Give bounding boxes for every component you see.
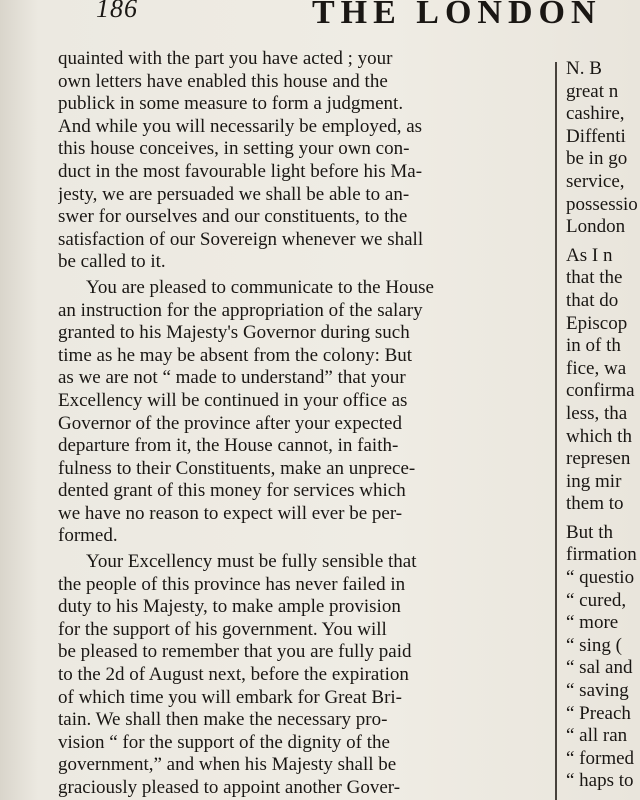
text-line: less, tha bbox=[566, 402, 628, 424]
text-line: formed. bbox=[58, 525, 118, 547]
text-line: be in go bbox=[566, 148, 628, 170]
text-line: as we are not “ made to understand” that your bbox=[58, 367, 406, 389]
text-line: “ Preach bbox=[566, 702, 631, 724]
text-line: graciously pleased to appoint another Gover- bbox=[58, 777, 401, 798]
text-line: firmation bbox=[566, 544, 637, 566]
text-line: great n bbox=[566, 80, 619, 102]
paragraph-2 bbox=[58, 277, 550, 548]
text-line: Diffenti bbox=[566, 125, 626, 147]
text-line: to the 2d of August next, before the expiration bbox=[58, 664, 409, 686]
text-line: the people of this province has never failed in bbox=[58, 573, 406, 595]
text-line: be called to it. bbox=[58, 251, 166, 273]
text-line: Excellency will be continued in your office as bbox=[58, 389, 408, 411]
text-line: publick in some measure to form a judgment. bbox=[58, 93, 404, 115]
text-line: fice, wa bbox=[566, 357, 627, 379]
text-line: service, bbox=[566, 170, 625, 192]
text-line: government,” and when his Majesty shall be bbox=[58, 754, 397, 776]
text-line: “ haps to bbox=[566, 770, 634, 792]
text-line: departure from it, the House cannot, in faith- bbox=[58, 435, 399, 457]
text-line: them to bbox=[566, 493, 624, 515]
text-line: in of th bbox=[566, 335, 621, 357]
text-line: confirma bbox=[566, 380, 635, 402]
text-line: “ sal and bbox=[566, 657, 633, 679]
text-line: Your Excellency must be fully sensible that bbox=[86, 551, 417, 573]
text-line: swer for ourselves and our constituents, to the bbox=[58, 206, 408, 228]
text-line: quainted with the part you have acted ; your bbox=[58, 48, 393, 69]
text-line: “ formed bbox=[566, 747, 635, 769]
page-number: 186 bbox=[96, 0, 138, 23]
text-line: ing mir bbox=[566, 470, 622, 492]
text-line: that the bbox=[566, 267, 623, 289]
text-line: You are pleased to communicate to the House bbox=[86, 276, 434, 298]
column-rule bbox=[555, 62, 557, 800]
text-line: satisfaction of our Sovereign whenever we shall bbox=[58, 228, 424, 250]
text-line: tain. We shall then make the necessary pro- bbox=[58, 709, 388, 731]
text-line: duct in the most favourable light before his Ma- bbox=[58, 160, 423, 182]
paragraph-3 bbox=[58, 551, 550, 800]
text-line: which th bbox=[566, 425, 632, 447]
main-column bbox=[58, 48, 550, 800]
text-line: “ saving bbox=[566, 680, 629, 702]
paragraph-1 bbox=[58, 48, 550, 274]
text-line: cashire, bbox=[566, 103, 625, 125]
text-line: fulness to their Constituents, make an unprece- bbox=[58, 457, 416, 479]
text-line: possessio bbox=[566, 193, 638, 215]
text-line: “ sing ( bbox=[566, 634, 622, 656]
right-column bbox=[566, 58, 640, 793]
text-line: As I n bbox=[566, 244, 613, 266]
text-line: granted to his Majesty's Governor during such bbox=[58, 322, 410, 344]
text-line: be pleased to remember that you are fully paid bbox=[58, 641, 412, 663]
text-line: Episcop bbox=[566, 312, 628, 334]
text-line: “ cured, bbox=[566, 589, 627, 611]
text-line: represen bbox=[566, 448, 631, 470]
text-line: duty to his Majesty, to make ample provision bbox=[58, 596, 401, 618]
text-line: N. B bbox=[566, 58, 602, 79]
running-title: THE LONDON bbox=[312, 0, 602, 31]
text-line: But th bbox=[566, 521, 613, 543]
text-line: “ all ran bbox=[566, 725, 628, 747]
text-line: for the support of his government. You will bbox=[58, 618, 387, 640]
text-line: that do bbox=[566, 289, 619, 311]
text-line: we have no reason to expect will ever be per- bbox=[58, 502, 403, 524]
text-line: this house conceives, in setting your own con- bbox=[58, 138, 410, 160]
text-line: London bbox=[566, 216, 626, 238]
text-line: an instruction for the appropriation of the salary bbox=[58, 299, 423, 321]
text-line: own letters have enabled this house and the bbox=[58, 70, 388, 92]
text-line: “ more bbox=[566, 612, 619, 634]
text-line: jesty, we are persuaded we shall be able to an- bbox=[58, 183, 410, 205]
text-line: “ questio bbox=[566, 567, 635, 589]
page-header bbox=[0, 0, 640, 44]
text-line: time as he may be absent from the colony: But bbox=[58, 344, 413, 366]
text-line: of which time you will embark for Great Bri- bbox=[58, 686, 403, 708]
text-line: And while you will necessarily be employed, as bbox=[58, 115, 423, 137]
text-line: dented grant of this money for services which bbox=[58, 480, 406, 502]
text-line: vision “ for the support of the dignity of the bbox=[58, 731, 390, 753]
text-line: Governor of the province after your expected bbox=[58, 412, 402, 434]
